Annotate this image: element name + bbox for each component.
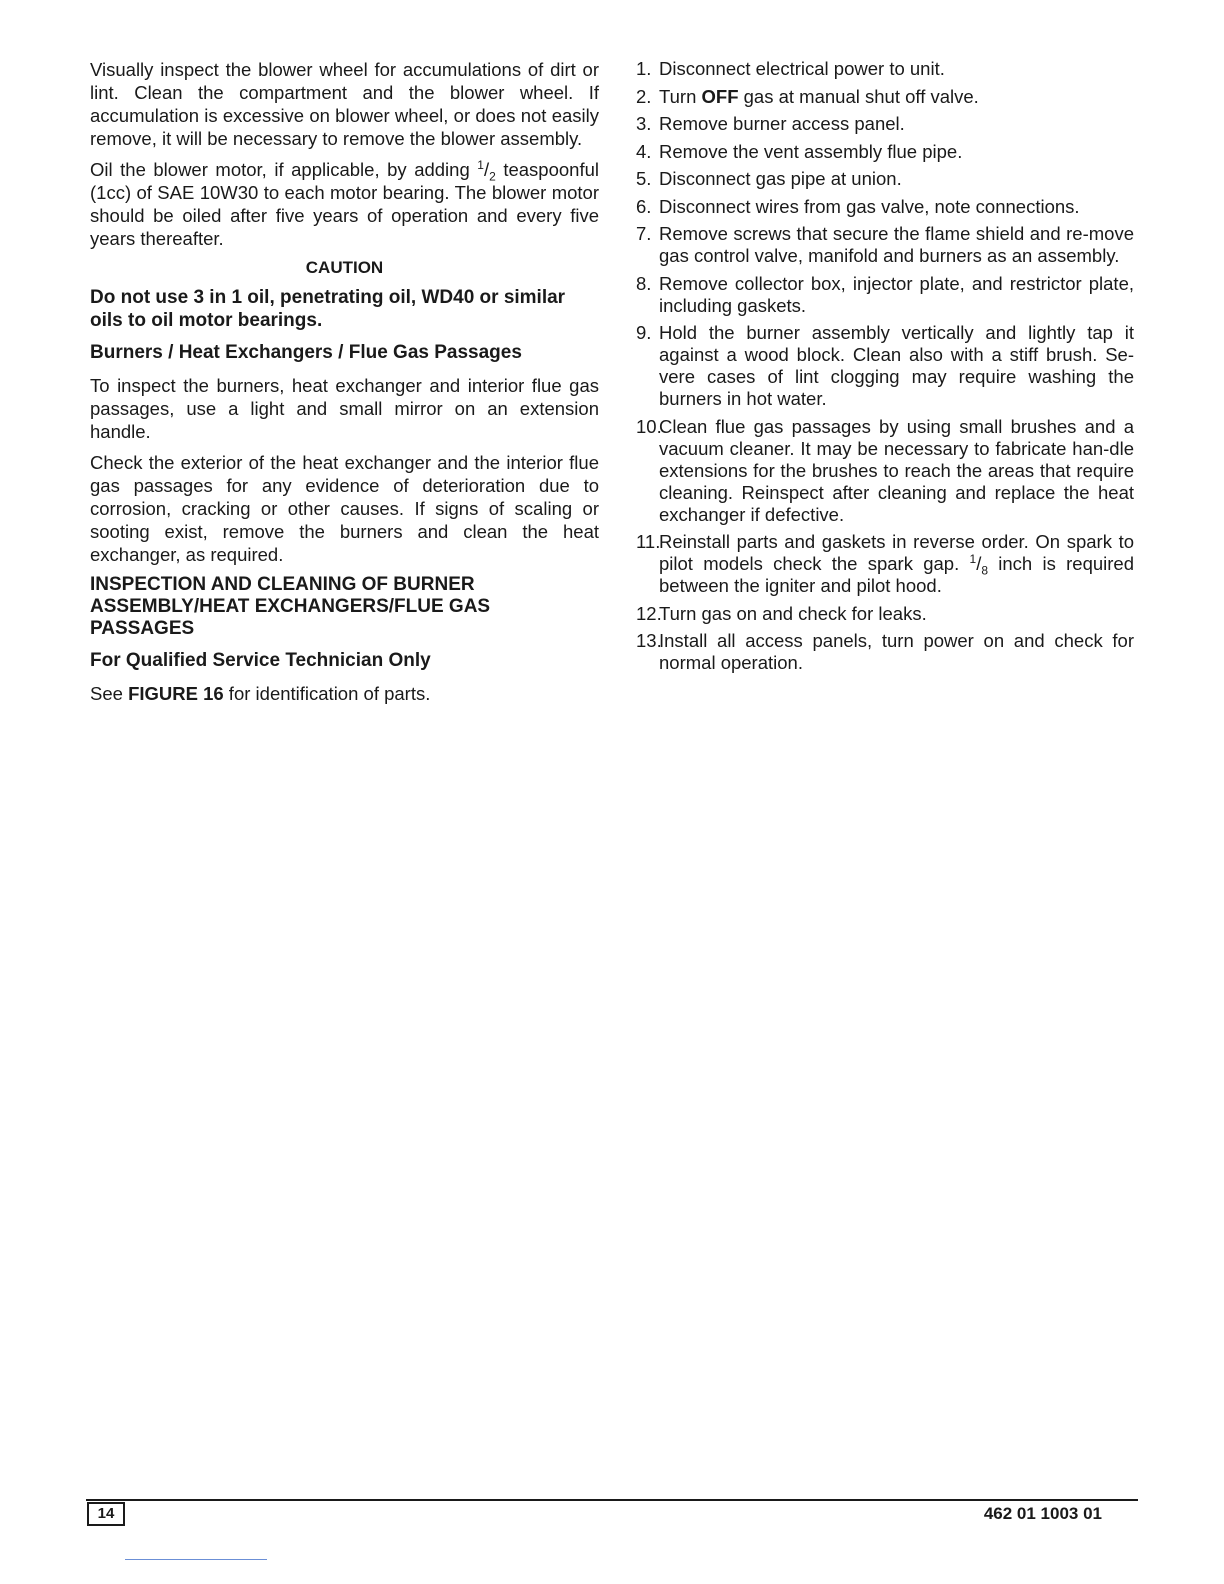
caution-body: Do not use 3 in 1 oil, penetrating oil, WD40 or similar oils to oil motor bearings. bbox=[90, 287, 566, 331]
step-number: 12. bbox=[636, 602, 662, 624]
caution-title: CAUTION bbox=[305, 258, 384, 277]
inspect-burners-paragraph: To inspect the burners, heat exchanger and interior flue gas passages, use a light and small mirror on an extension handle. bbox=[90, 375, 599, 442]
step-number: 6. bbox=[636, 195, 652, 217]
step-item bbox=[636, 196, 1134, 218]
oil-motor-text-b: teaspoonful (1cc) of SAE 10W30 to each motor bearing. The blower motor should be oiled after five years of operation and every five years thereafter. bbox=[90, 159, 599, 249]
footer-rule bbox=[86, 1499, 1138, 1501]
step-number: 10. bbox=[636, 415, 662, 437]
step-text: gas at manual shut off valve. bbox=[738, 85, 979, 107]
fraction-denominator: 2 bbox=[489, 169, 496, 184]
step-text: Turn gas on and check for leaks. bbox=[659, 602, 927, 624]
left-column bbox=[90, 58, 599, 705]
step-item bbox=[636, 416, 1134, 526]
step-item bbox=[636, 113, 1134, 135]
step-item bbox=[636, 168, 1134, 190]
decorative-blue-line bbox=[125, 1559, 267, 1560]
document-number: 462 01 1003 01 bbox=[983, 1504, 1102, 1523]
step-number: 13. bbox=[636, 630, 662, 651]
oil-motor-paragraph: Oil the blower motor, if applicable, by adding $^1/_2$ teaspoonful (1cc) of SAE 10W30 to each motor bearing. The blower motor should be oiled after five years of operation and every five years thereafter. bbox=[90, 157, 599, 249]
right-column bbox=[636, 58, 1134, 680]
step-number: 3. bbox=[636, 113, 652, 134]
step-bold: OFF bbox=[701, 85, 739, 107]
step-text: Remove the vent assembly flue pipe. bbox=[659, 140, 963, 162]
step-text: Remove collector box, injector plate, and restrictor plate, including gaskets. bbox=[659, 272, 1134, 316]
step-text: Hold the burner assembly vertically and lightly tap it against a wood block. Clean also with a stiff brush. Se-vere cases of lint clogging may require washing the burners in hot water. bbox=[659, 322, 1134, 409]
step-item bbox=[636, 630, 1134, 674]
page-number: 14 bbox=[87, 1502, 125, 1526]
step-number: 11. bbox=[636, 531, 661, 552]
blower-inspect-paragraph: Visually inspect the blower wheel for accumulations of dirt or lint. Clean the compartment and the blower wheel. If accumulation is excessive on blower wheel, or does not easily remove, it will be necessary to remove the blower assembly. bbox=[90, 59, 599, 149]
step-item bbox=[636, 322, 1134, 410]
step-item bbox=[636, 223, 1134, 267]
step-item bbox=[636, 603, 1134, 625]
step-number: 2. bbox=[636, 85, 652, 107]
step-text: Clean flue gas passages by using small brushes and a vacuum cleaner. It may be necessary to fabricate han-dle extensions for the brushes to reach the areas that require cleaning. Reinspect after cleaning and replace the heat exchanger if defective. bbox=[659, 415, 1134, 525]
step-text: Reinstall parts and gaskets in reverse order. On spark to pilot models check the spark gap. bbox=[659, 531, 1134, 574]
fraction-numerator: 1 bbox=[969, 551, 977, 566]
step-number: 9. bbox=[636, 322, 652, 343]
step-item: 11. Reinstall parts and gaskets in reverse order. On spark to pilot models check the spark gap. $^1/_8$ inch is required between the igniter and pilot hood. bbox=[636, 531, 1134, 596]
procedure-steps bbox=[636, 58, 1134, 674]
figure-reference: FIGURE 16 bbox=[128, 683, 224, 704]
step-number: 5. bbox=[636, 168, 652, 189]
step-text: Install all access panels, turn power on and check for normal operation. bbox=[659, 630, 1134, 673]
inspection-cleaning-heading: INSPECTION AND CLEANING OF BURNER ASSEMBLY/HEAT EXCHANGERS/FLUE GAS PASSAGES bbox=[90, 574, 491, 639]
step-item bbox=[636, 58, 1134, 80]
step-text: Turn bbox=[659, 85, 702, 107]
step-item bbox=[636, 141, 1134, 163]
step-number: 4. bbox=[636, 140, 652, 162]
step-text: Disconnect wires from gas valve, note connections. bbox=[659, 195, 1080, 217]
step-text: Remove burner access panel. bbox=[659, 113, 905, 134]
step-item bbox=[636, 273, 1134, 317]
step-text: Remove screws that secure the flame shield and re-move gas control valve, manifold and burners as an assembly. bbox=[659, 223, 1134, 266]
qualified-technician-heading: For Qualified Service Technician Only bbox=[90, 650, 431, 671]
step-number: 7. bbox=[636, 223, 652, 244]
step-item bbox=[636, 86, 1134, 108]
step-text: Disconnect electrical power to unit. bbox=[659, 58, 945, 79]
fraction-numerator: 1 bbox=[477, 157, 484, 172]
fraction-denominator: 8 bbox=[981, 563, 989, 578]
burners-heading: Burners / Heat Exchangers / Flue Gas Passages bbox=[90, 342, 522, 363]
see-text: See bbox=[90, 683, 129, 704]
see-figure-paragraph bbox=[90, 682, 599, 705]
check-exterior-paragraph: Check the exterior of the heat exchanger and the interior flue gas passages for any evidence of deterioration due to corrosion, cracking or other causes. If signs of scaling or sooting exist, remove the burners and clean the heat exchanger, as required. bbox=[90, 452, 599, 565]
step-text: Disconnect gas pipe at union. bbox=[659, 168, 902, 189]
see-text-end: for identification of parts. bbox=[223, 683, 431, 704]
step-number: 8. bbox=[636, 272, 652, 294]
step-text: inch is required between the igniter and pilot hood. bbox=[659, 553, 1134, 596]
oil-motor-text-a: Oil the blower motor, if applicable, by adding bbox=[90, 159, 478, 180]
step-number: 1. bbox=[636, 58, 652, 79]
